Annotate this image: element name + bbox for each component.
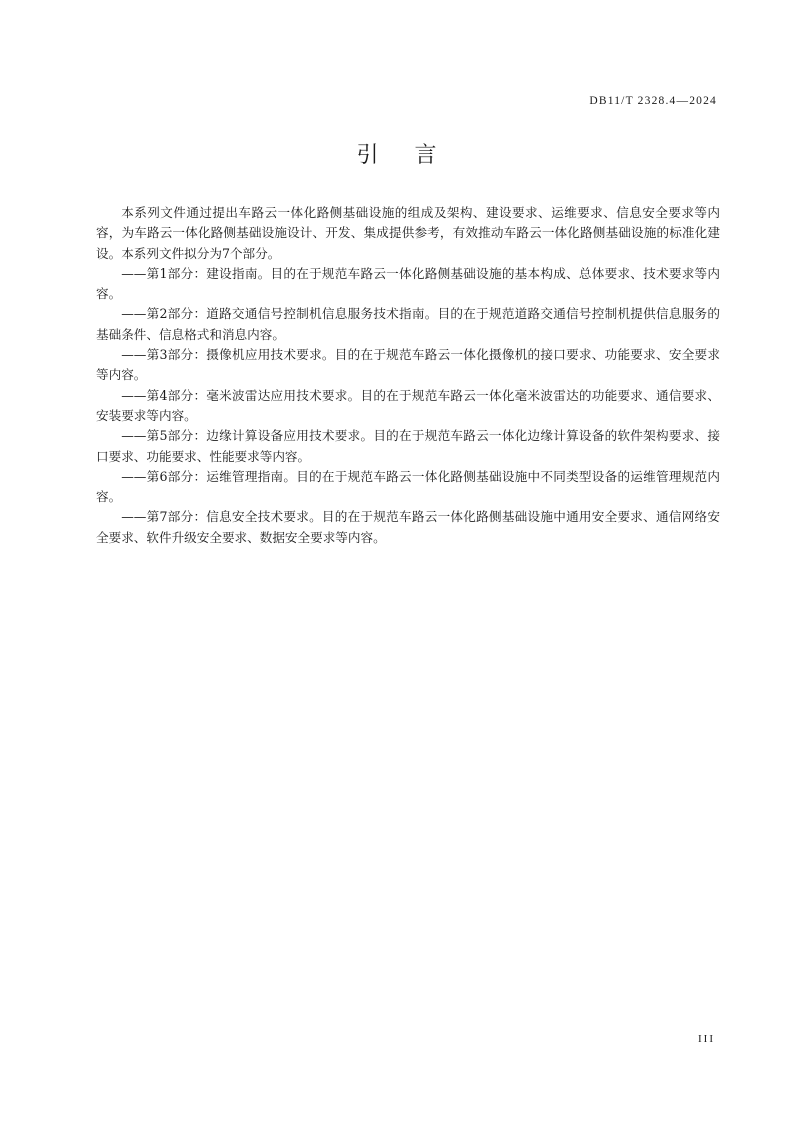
page-title: 引言 [356,143,473,168]
document-code: DB11/T 2328.4—2024 [589,95,717,107]
document-body [96,203,720,548]
paragraph-part-5: ——第5部分：边缘计算设备应用技术要求。目的在于规范车路云一体化边缘计算设备的软件架构要求、接口要求、功能要求、性能要求等内容。 [96,428,720,464]
page-number: III [698,1033,715,1045]
paragraph-part-2: ——第2部分：道路交通信号控制机信息服务技术指南。目的在于规范道路交通信号控制机提供信息服务的基础条件、信息格式和消息内容。 [96,306,720,342]
paragraph-part-7: ——第7部分：信息安全技术要求。目的在于规范车路云一体化路侧基础设施中通用安全要求、通信网络安全要求、软件升级安全要求、数据安全要求等内容。 [96,509,720,545]
paragraph-part-3: ——第3部分：摄像机应用技术要求。目的在于规范车路云一体化摄像机的接口要求、功能要求、安全要求等内容。 [96,347,720,383]
paragraph-part-6: ——第6部分：运维管理指南。目的在于规范车路云一体化路侧基础设施中不同类型设备的运维管理规范内容。 [96,468,720,505]
paragraph-part-1: ——第1部分：建设指南。目的在于规范车路云一体化路侧基础设施的基本构成、总体要求、技术要求等内容。 [96,265,720,302]
paragraph-intro: 本系列文件通过提出车路云一体化路侧基础设施的组成及架构、建设要求、运维要求、信息安全要求等内容，为车路云一体化路侧基础设施设计、开发、集成提供参考，有效推动车路云一体化路侧基础设施的标准化建设。本系列文件拟分为7个部分。 [96,205,720,261]
paragraph-part-4: ——第4部分：毫米波雷达应用技术要求。目的在于规范车路云一体化毫米波雷达的功能要求、通信要求、安装要求等内容。 [96,387,720,423]
